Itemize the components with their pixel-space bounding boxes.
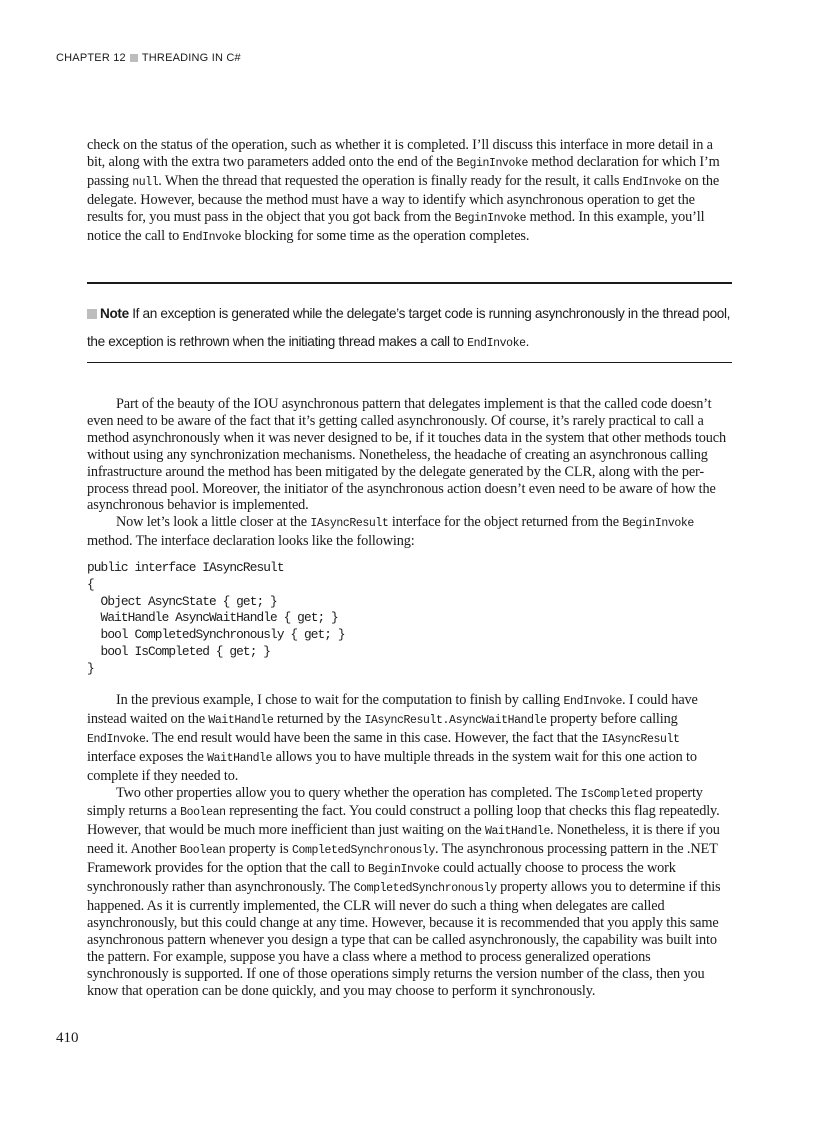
note-text: If an exception is generated while the delegate’s target code is running asynchronously in the thread pool, the exception is rethrown when the initiating thread makes a call to xyxy=(87,306,731,349)
code-listing-iasyncresult: public interface IAsyncResult { Object AsyncState { get; } WaitHandle AsyncWaitHandle { get; } bool CompletedSynchronously { get; } bool IsCompleted { get; } } xyxy=(87,560,345,676)
header-square-icon xyxy=(130,54,138,62)
body-text-bottom xyxy=(87,692,728,999)
paragraph-operation-status: check on the status of the operation, such as whether it is completed. I’ll discuss this interface in more detail in a bit, along with the extra two parameters added onto the end of the BeginInvoke method declaration for which I’m passing null. When the thread that requested the operation is finally ready for the result, it calls EndInvoke on the delegate. However, because the method must have a way to identify which asynchronous operation to get the results for, you must pass in the object that you got back from the BeginInvoke method. In this example, you’ll notice the call to EndInvoke blocking for some time as the operation completes. xyxy=(87,137,720,244)
paragraph-waithandle: In the previous example, I chose to wait for the computation to finish by calling EndInvoke. I could have instead waited on the WaitHandle returned by the IAsyncResult.AsyncWaitHandle property before calling EndInvoke. The end result would have been the same in this case. However, the fact that the IAsyncResult interface exposes the WaitHandle allows you to have multiple threads in the system wait for this one action to complete if they needed to. xyxy=(87,692,698,784)
note-bottom-rule xyxy=(87,362,732,363)
page-number: 410 xyxy=(56,1030,79,1046)
chapter-number: CHAPTER 12 xyxy=(56,52,126,64)
body-text-top xyxy=(87,137,728,246)
chapter-title: THREADING IN C# xyxy=(141,52,241,64)
body-text-middle xyxy=(87,396,728,550)
paragraph-other-properties: Two other properties allow you to query whether the operation has completed. The IsCompleted property simply returns a Boolean representing the fact. You could construct a polling loop that checks this flag repeatedly. However, that would be much more inefficient than just waiting on the WaitHandle. Nonetheless, it is there if you need it. Another Boolean property is CompletedSynchronously. The asynchronous processing pattern in the .NET Framework provides for the option that the call to BeginInvoke could actually choose to process the work synchronously rather than asynchronously. The CompletedSynchronously property allows you to determine if this happened. As it is currently implemented, the CLR will never do such a thing when delegates are called asynchronously, but this could change at any time. However, because it is recommended that you apply this same asynchronous pattern whenever you design a type that can be called asynchronously, the capability was built into the pattern. For example, suppose you have a class where a method to process generalized operations synchronously is supported. If one of those operations simply returns the version number of the class, then you know that operation can be done quickly, and you may choose to perform it synchronously. xyxy=(87,784,721,999)
note-code: EndInvoke xyxy=(467,337,526,350)
note-top-rule xyxy=(87,282,732,284)
paragraph-iasyncresult-intro: Now let’s look a little closer at the IAsyncResult interface for the object returned from the BeginInvoke method. The interface declaration looks like the following: xyxy=(87,514,694,550)
note-square-icon xyxy=(87,309,97,319)
paragraph-iou-pattern: Part of the beauty of the IOU asynchronous pattern that delegates implement is that the called code doesn’t even need to be aware of the fact that it’s getting called asynchronously. Of course, it’s rarely practical to call a method asynchronously when it was never designed to be, if it touches data in the system that other methods touch without using any synchronization mechanisms. Nonetheless, the headache of creating an asynchronous calling infrastructure around the method has been mitigated by the delegate generated by the CLR, along with the per-process thread pool. Moreover, the initiator of the asynchronous action doesn’t even need to be aware of how the asynchronous behavior is implemented. xyxy=(87,396,726,514)
running-header xyxy=(56,52,241,64)
note-label: Note xyxy=(100,306,129,321)
note-box: Note If an exception is generated while the delegate’s target code is running asynchronously in the thread pool, the exception is rethrown when the initiating thread makes a call to EndInvoke. xyxy=(87,306,731,350)
